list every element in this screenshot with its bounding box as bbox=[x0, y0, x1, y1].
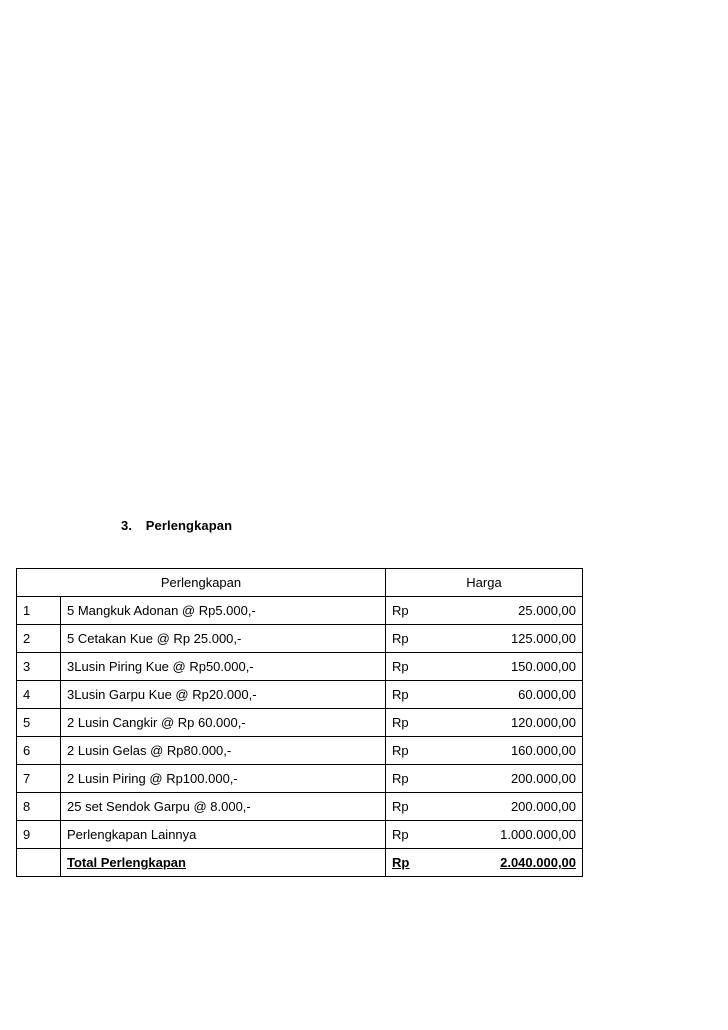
row-currency: Rp bbox=[392, 659, 409, 674]
table-row bbox=[17, 625, 583, 653]
row-item: Perlengkapan Lainnya bbox=[61, 821, 386, 849]
row-item: 5 Cetakan Kue @ Rp 25.000,- bbox=[61, 625, 386, 653]
table-row bbox=[17, 793, 583, 821]
row-item: 5 Mangkuk Adonan @ Rp5.000,- bbox=[61, 597, 386, 625]
row-number: 7 bbox=[17, 765, 61, 793]
row-price bbox=[386, 793, 583, 821]
row-number: 5 bbox=[17, 709, 61, 737]
row-number: 2 bbox=[17, 625, 61, 653]
row-item: 3Lusin Garpu Kue @ Rp20.000,- bbox=[61, 681, 386, 709]
row-amount: 1.000.000,00 bbox=[500, 827, 577, 842]
table-row bbox=[17, 597, 583, 625]
row-price bbox=[386, 681, 583, 709]
header-price: Harga bbox=[386, 569, 583, 597]
row-number: 3 bbox=[17, 653, 61, 681]
header-item: Perlengkapan bbox=[17, 569, 386, 597]
section-title: Perlengkapan bbox=[145, 518, 233, 533]
section-number: 3. bbox=[121, 518, 133, 533]
row-price bbox=[386, 737, 583, 765]
table-row bbox=[17, 681, 583, 709]
row-currency: Rp bbox=[392, 743, 409, 758]
row-currency: Rp bbox=[392, 799, 409, 814]
row-currency: Rp bbox=[392, 715, 409, 730]
row-currency: Rp bbox=[392, 603, 409, 618]
row-amount: 120.000,00 bbox=[510, 715, 577, 730]
table-row bbox=[17, 709, 583, 737]
row-number: 1 bbox=[17, 597, 61, 625]
row-currency: Rp bbox=[392, 687, 409, 702]
row-number: 9 bbox=[17, 821, 61, 849]
table-row bbox=[17, 765, 583, 793]
equipment-table bbox=[16, 568, 583, 877]
row-price bbox=[386, 625, 583, 653]
total-price bbox=[386, 849, 583, 877]
total-currency: Rp bbox=[392, 855, 410, 870]
row-price bbox=[386, 765, 583, 793]
row-price bbox=[386, 653, 583, 681]
table-row bbox=[17, 821, 583, 849]
row-price bbox=[386, 821, 583, 849]
row-item: 2 Lusin Piring @ Rp100.000,- bbox=[61, 765, 386, 793]
row-number: 6 bbox=[17, 737, 61, 765]
row-item: 3Lusin Piring Kue @ Rp50.000,- bbox=[61, 653, 386, 681]
row-amount: 200.000,00 bbox=[510, 799, 577, 814]
row-currency: Rp bbox=[392, 771, 409, 786]
row-amount: 150.000,00 bbox=[510, 659, 577, 674]
total-row-number bbox=[17, 849, 61, 877]
total-label: Total Perlengkapan bbox=[61, 849, 386, 877]
row-item: 2 Lusin Cangkir @ Rp 60.000,- bbox=[61, 709, 386, 737]
row-price bbox=[386, 709, 583, 737]
row-amount: 160.000,00 bbox=[510, 743, 577, 758]
row-amount: 60.000,00 bbox=[518, 687, 577, 702]
row-amount: 25.000,00 bbox=[518, 603, 577, 618]
row-number: 8 bbox=[17, 793, 61, 821]
row-number: 4 bbox=[17, 681, 61, 709]
row-item: 25 set Sendok Garpu @ 8.000,- bbox=[61, 793, 386, 821]
table-row bbox=[17, 653, 583, 681]
table-row bbox=[17, 737, 583, 765]
row-item: 2 Lusin Gelas @ Rp80.000,- bbox=[61, 737, 386, 765]
row-currency: Rp bbox=[392, 827, 409, 842]
row-amount: 125.000,00 bbox=[510, 631, 577, 646]
section-heading bbox=[121, 518, 232, 533]
row-amount: 200.000,00 bbox=[510, 771, 577, 786]
total-row bbox=[17, 849, 583, 877]
table-header-row bbox=[17, 569, 583, 597]
total-amount: 2.040.000,00 bbox=[500, 855, 577, 870]
row-price bbox=[386, 597, 583, 625]
row-currency: Rp bbox=[392, 631, 409, 646]
